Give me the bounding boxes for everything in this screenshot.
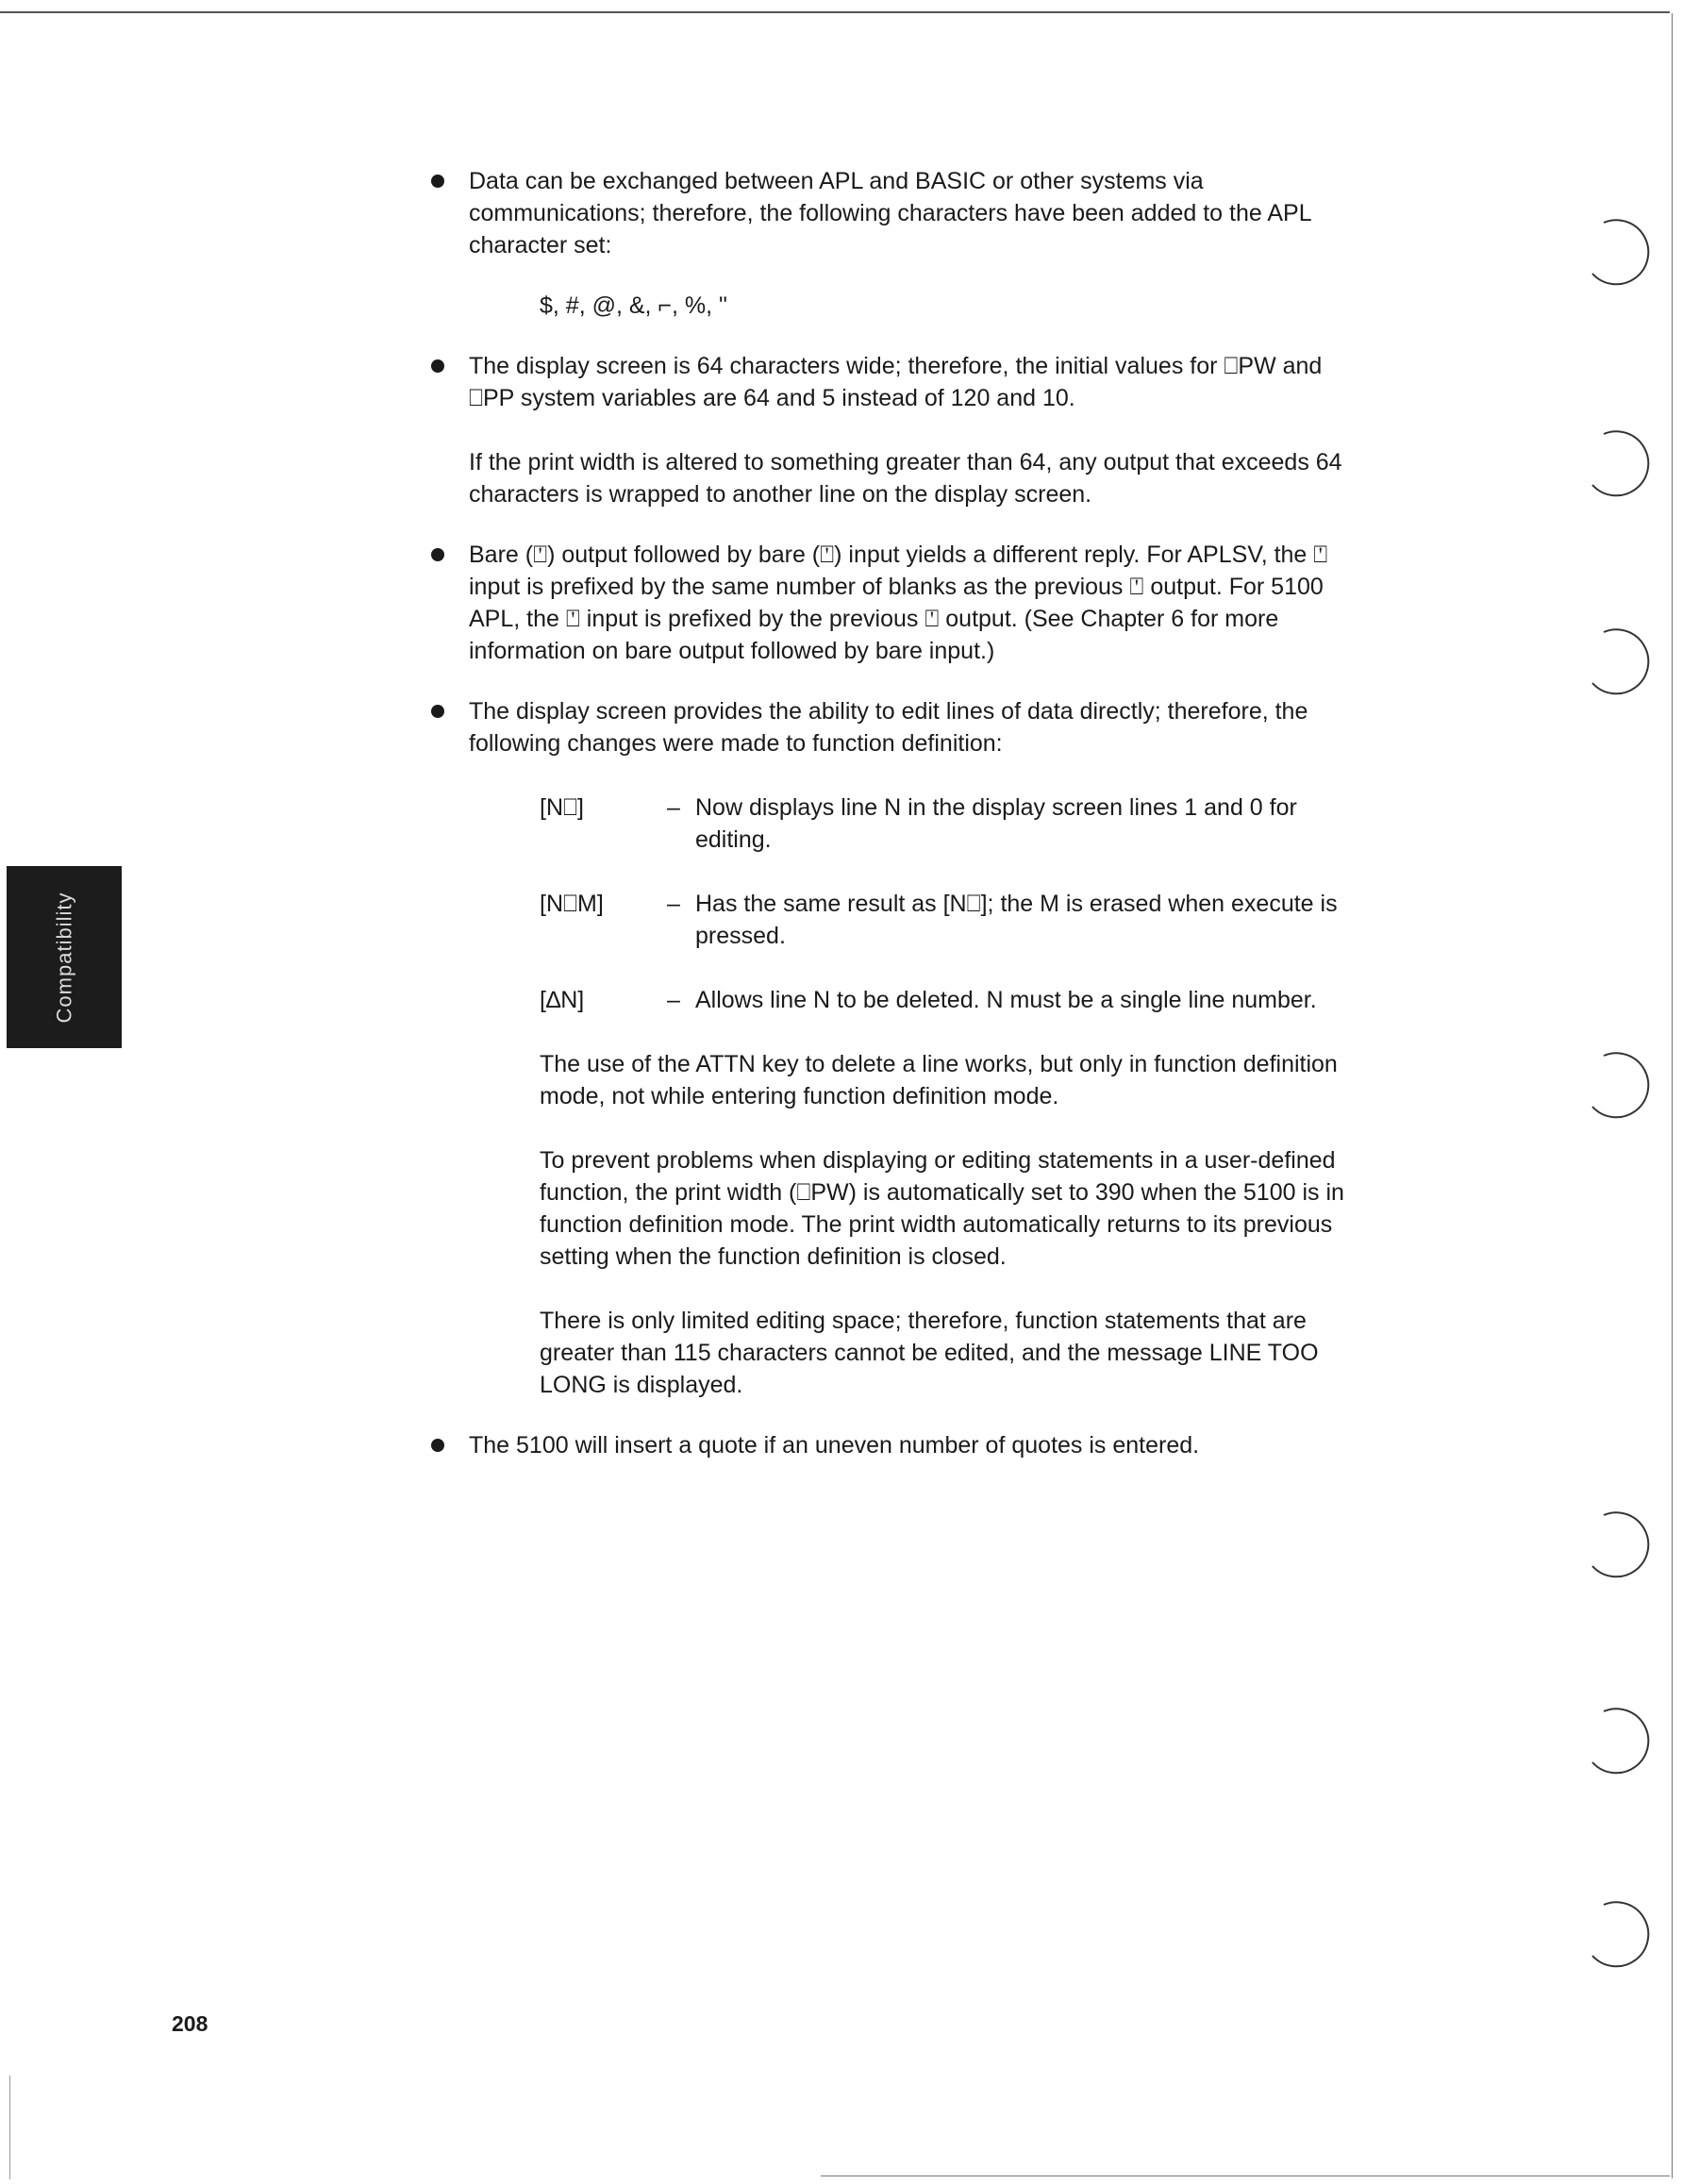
bullet-note: To prevent problems when displaying or editing statements in a user-defined function, the print width (⎕PW) is automatically set to 390 when the 5100 is in function definition mode. The print width automatically returns to its previous setting when the function definition is closed. [540,1147,1344,1270]
page-content [429,165,1363,1461]
left-edge-rule [9,2076,10,2179]
definition-row [540,888,1363,952]
bullet-text: The 5100 will insert a quote if an uneven number of quotes is entered. [469,1432,1200,1459]
bullet-dot-icon [431,1439,444,1452]
bullet-text: The display screen provides the ability to edit lines of data directly; therefore, the following changes were made to function definition: [469,698,1308,757]
bullet-item [429,695,1363,1401]
bullet-dot-icon [431,548,444,561]
definition-term: [∆N] [540,987,585,1013]
page-number: 208 [172,2011,208,2036]
definition-dash: – [667,891,680,917]
definition-dash: – [667,987,680,1013]
definition-term: [N⎕M] [540,891,604,917]
definition-row [540,792,1363,856]
definition-dash: – [667,794,680,821]
binder-hole-icon [1575,619,1653,696]
section-tab [7,866,122,1048]
definition-list [469,792,1363,1401]
binder-hole-icon [1575,209,1653,287]
section-tab-label: Compatibility [52,892,75,1023]
bullet-item [429,539,1363,667]
right-edge-rule [1672,13,1673,2178]
binder-hole-icon [1575,1042,1653,1120]
definition-row [540,984,1363,1016]
bullet-note: The use of the ATTN key to delete a line works, but only in function definition mode, not while entering function definition mode. [540,1051,1338,1109]
definition-desc: Has the same result as [N⎕]; the M is erased when execute is pressed. [695,891,1338,949]
binder-hole-icon [1575,421,1653,498]
definition-desc: Allows line N to be deleted. N must be a single line number. [695,987,1317,1013]
bullet-text: The display screen is 64 characters wide; therefore, the initial values for ⎕PW and ⎕PP system variables are 64 and 5 instead of 120 and 10. [469,353,1323,411]
binder-hole-icon [1575,1502,1653,1579]
binder-hole-icon [1575,1892,1653,1969]
bullet-item [429,165,1363,322]
bullet-dot-icon [431,359,444,373]
definition-term: [N⎕] [540,794,584,821]
bullet-note: If the print width is altered to something greater than 64, any output that exceeds 64 characters is wrapped to another line on the display screen. [469,449,1342,508]
binder-hole-icon [1575,1698,1653,1776]
character-set: $, #, @, &, ⌐, %, " [540,292,727,319]
bullet-item [429,350,1363,510]
top-rule [0,11,1670,13]
bullet-text: Data can be exchanged between APL and BASIC or other systems via communications; therefore, the following characters have been added to the APL character set: [469,168,1311,258]
bullet-item [429,1429,1363,1461]
bullet-note: There is only limited editing space; therefore, function statements that are greater than 115 characters cannot be edited, and the message LINE TOO LONG is displayed. [540,1308,1319,1398]
bullet-dot-icon [431,175,444,188]
definition-desc: Now displays line N in the display screen lines 1 and 0 for editing. [695,794,1297,853]
bullet-text: Bare (⍞) output followed by bare (⍞) input yields a different reply. For APLSV, the ⍞ input is prefixed by the same number of blanks as the previous ⍞ output. For 5100 APL, the ⍞ input is prefixed by the previous ⍞ output. (See Chapter 6 for more information on bare output followed by bare input.) [469,542,1328,664]
bullet-dot-icon [431,705,444,718]
